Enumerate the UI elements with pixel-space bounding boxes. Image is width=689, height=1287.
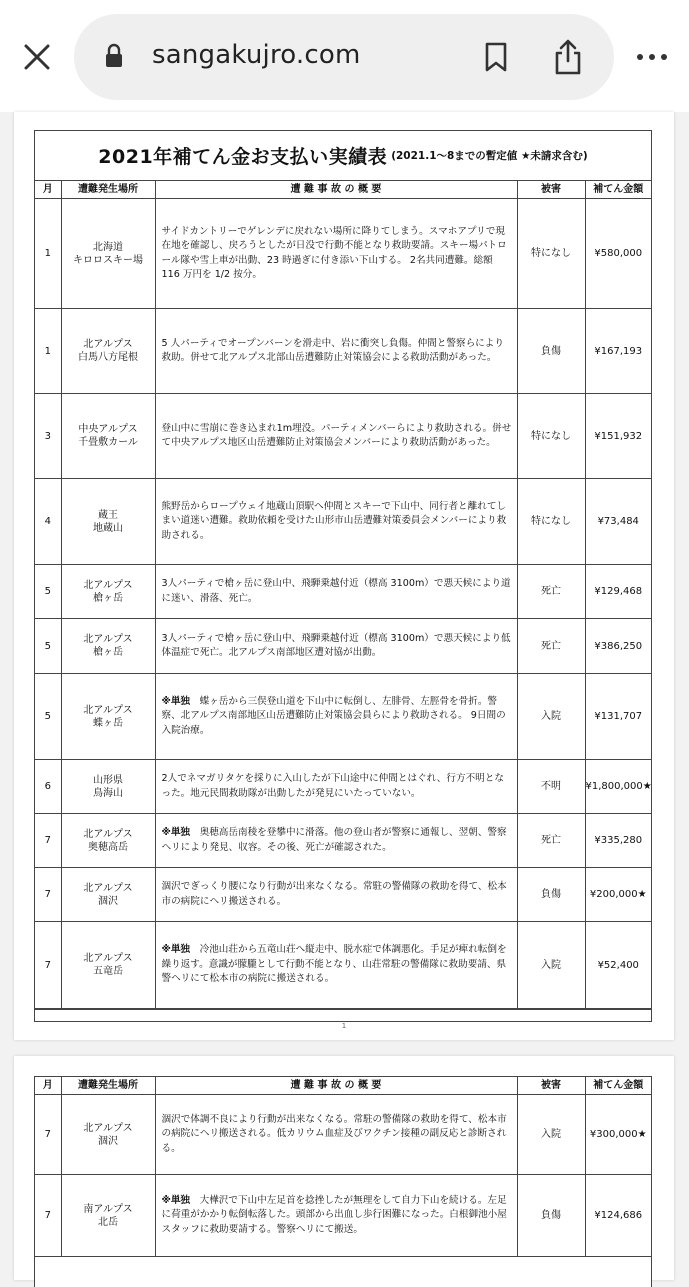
summary-text: 大樺沢で下山中左足首を捻挫したが無理をして自力下山を続ける。左足に荷重がかかり転倒転落した。頭部から出血し歩行困難になった。白根御池小屋スタッフに救助要請する。警察ヘリにて搬送。	[161, 1194, 507, 1235]
cell-summary	[155, 565, 517, 619]
table-bottom-spacer	[35, 1009, 651, 1022]
header-damage: 被害	[517, 1077, 585, 1095]
cell-amount: ¥335,280	[585, 814, 651, 868]
header-location: 遭難発生場所	[61, 1077, 155, 1095]
location-place: 槍ヶ岳	[93, 592, 123, 604]
table-body	[35, 1095, 651, 1257]
summary-text: 冷池山荘から五竜山荘へ縦走中、脱水症で体調悪化。手足が痺れ転倒を繰り返す。意識が朦朧として行動不能となり、山荘常駐の警備隊に救助要請、県警ヘリにて松本市の病院に搬送される。	[161, 944, 507, 985]
table-row	[35, 619, 651, 674]
document-title-bar	[35, 131, 651, 181]
cell-summary	[155, 814, 517, 868]
cell-month: 4	[35, 479, 61, 565]
cell-location	[61, 868, 155, 922]
cell-summary	[155, 760, 517, 814]
cell-location	[61, 1095, 155, 1175]
table-row	[35, 309, 651, 394]
table-row	[35, 922, 651, 1009]
cell-amount: ¥73,484	[585, 479, 651, 565]
cell-amount: ¥167,193	[585, 309, 651, 394]
cell-summary	[155, 674, 517, 760]
payment-table-continued	[35, 1077, 651, 1257]
page-number: 1	[341, 1022, 347, 1030]
cell-summary	[155, 479, 517, 565]
cell-summary	[155, 394, 517, 479]
cell-month: 1	[35, 199, 61, 309]
location-region: 山形県	[93, 774, 123, 786]
cell-amount: ¥151,932	[585, 394, 651, 479]
location-region: 北アルプス	[83, 828, 133, 840]
location-region: 北アルプス	[83, 1122, 133, 1134]
location-region: 北アルプス	[83, 339, 133, 350]
cell-location	[61, 394, 155, 479]
location-place: 五竜岳	[93, 966, 123, 977]
location-place: 鳥海山	[93, 787, 123, 799]
cell-damage: 入院	[517, 674, 585, 760]
cell-amount: ¥300,000★	[585, 1095, 651, 1175]
cell-location	[61, 479, 155, 565]
payment-table	[35, 181, 651, 1009]
pdf-page-1	[14, 112, 674, 1040]
location-place: 千畳敷カール	[78, 437, 138, 448]
summary-text: 5 人パーティでオープンバーンを滑走中、岩に衝突し負傷。仲間と警察らにより救助。併せて北アルプス北部山岳遭難防止対策協会による救助活動があった。	[161, 337, 504, 363]
summary-text: 3人パーティで槍ヶ岳に登山中、飛騨乗越付近（標高 3100m）で悪天候により道に迷い、滑落、死亡。	[161, 578, 511, 604]
cell-month: 7	[35, 814, 61, 868]
table-row	[35, 479, 651, 565]
cell-summary	[155, 309, 517, 394]
table-sheet	[34, 130, 652, 1022]
table-row	[35, 868, 651, 922]
location-region: 北海道	[93, 241, 123, 253]
location-region: 北アルプス	[83, 953, 133, 964]
cell-location	[61, 1175, 155, 1257]
cell-month: 1	[35, 309, 61, 394]
cell-amount: ¥124,686	[585, 1175, 651, 1257]
cell-location	[61, 619, 155, 674]
cell-month: 5	[35, 619, 61, 674]
cell-location	[61, 674, 155, 760]
lock-icon	[104, 43, 124, 69]
cell-location	[61, 309, 155, 394]
table-row	[35, 674, 651, 760]
table-body	[35, 199, 651, 1009]
solo-mark: ※単独	[161, 1194, 191, 1206]
cell-damage: 負傷	[517, 868, 585, 922]
cell-summary	[155, 199, 517, 309]
location-region: 蔵王	[98, 509, 118, 521]
header-amount: 補てん金額	[585, 181, 651, 199]
table-row	[35, 1175, 651, 1257]
cell-month: 6	[35, 760, 61, 814]
cell-damage: 負傷	[517, 309, 585, 394]
more-options-icon[interactable]	[636, 53, 668, 61]
summary-text: 熊野岳からロープウェイ地蔵山頂駅へ仲間とスキーで下山中、同行者と離れてしまい道迷い遭難。救助依頼を受けた山形市山岳遭難対策委員会メンバーにより救助される。	[161, 500, 507, 541]
cell-location	[61, 814, 155, 868]
cell-month: 5	[35, 565, 61, 619]
cell-location	[61, 922, 155, 1009]
location-place: 蝶ヶ岳	[93, 717, 123, 729]
location-region: 北アルプス	[83, 704, 133, 716]
summary-text: 涸沢で体調不良により行動が出来なくなる。常駐の警備隊の救助を得て、松本市の病院にヘリ搬送される。低カリウム血症及びワクチン接種の副反応と診断される。	[161, 1113, 507, 1154]
cell-summary	[155, 1175, 517, 1257]
cell-damage: 不明	[517, 760, 585, 814]
cell-amount: ¥129,468	[585, 565, 651, 619]
location-place: 涸沢	[98, 1135, 118, 1147]
table-row	[35, 760, 651, 814]
table-row	[35, 394, 651, 479]
summary-text: 涸沢でぎっくり腰になり行動が出来なくなる。常駐の警備隊の救助を得て、松本市の病院にヘリ搬送される。	[161, 881, 507, 907]
location-region: 北アルプス	[83, 579, 133, 591]
solo-mark: ※単独	[161, 827, 191, 838]
close-icon[interactable]	[22, 42, 52, 72]
cell-location	[61, 199, 155, 309]
location-place: 槍ヶ岳	[93, 647, 123, 658]
url-text[interactable]: sangakujro.com	[152, 40, 361, 70]
cell-amount: ¥52,400	[585, 922, 651, 1009]
cell-month: 3	[35, 394, 61, 479]
cell-month: 7	[35, 1095, 61, 1175]
location-region: 北アルプス	[83, 882, 133, 894]
share-icon[interactable]	[553, 38, 583, 76]
table-row	[35, 199, 651, 309]
location-region: 北アルプス	[83, 634, 133, 645]
header-month: 月	[35, 1077, 61, 1095]
summary-text: 3人パーティで槍ヶ岳に登山中、飛騨乗越付近（標高 3100m）で悪天候により低体温症で死亡。北アルプス南部地区遭対協が出動。	[161, 632, 511, 658]
cell-month: 7	[35, 922, 61, 1009]
header-damage: 被害	[517, 181, 585, 199]
cell-month: 7	[35, 868, 61, 922]
summary-text: 2人でネマガリタケを採りに入山したが下山途中に仲間とはぐれ、行方不明となった。地元民間救助隊が出動したが発見にいたっていない。	[161, 773, 504, 799]
cell-amount: ¥580,000	[585, 199, 651, 309]
solo-mark: ※単独	[161, 695, 191, 707]
bookmark-icon[interactable]	[483, 42, 509, 72]
cell-amount: ¥200,000★	[585, 868, 651, 922]
cell-damage: 死亡	[517, 565, 585, 619]
cell-location	[61, 760, 155, 814]
pdf-page-2	[14, 1056, 674, 1280]
summary-text: 蝶ヶ岳から三俣登山道を下山中に転倒し、左腓骨、左脛骨を骨折。警察、北アルプス南部地区山岳遭難防止対策協会員らにより救助される。 9日間の入院治療。	[161, 695, 506, 736]
location-place: 地蔵山	[93, 522, 123, 534]
table-row	[35, 1095, 651, 1175]
location-place: キロロスキー場	[73, 254, 143, 266]
browser-toolbar	[0, 0, 689, 112]
cell-summary	[155, 619, 517, 674]
cell-location	[61, 565, 155, 619]
cell-summary	[155, 868, 517, 922]
table-sheet	[34, 1076, 652, 1287]
summary-text: 奥穂高岳南稜を登攀中に滑落。他の登山者が警察に通報し、翌朝、警察ヘリにより発見、収容。その後、死亡が確認された。	[161, 827, 507, 853]
solo-mark: ※単独	[161, 944, 191, 956]
cell-summary	[155, 1095, 517, 1175]
cell-damage: 入院	[517, 1095, 585, 1175]
cell-damage: 特になし	[517, 479, 585, 565]
cell-damage: 死亡	[517, 619, 585, 674]
location-place: 北岳	[98, 1216, 118, 1228]
cell-damage: 特になし	[517, 199, 585, 309]
table-header-row	[35, 1077, 651, 1095]
cell-amount: ¥1,800,000★	[585, 760, 651, 814]
table-row	[35, 565, 651, 619]
cell-damage: 負傷	[517, 1175, 585, 1257]
location-place: 奥穂高岳	[88, 841, 128, 853]
header-amount: 補てん金額	[585, 1077, 651, 1095]
summary-text: サイドカントリーでゲレンデに戻れない場所に降りてしまう。スマホアプリで現在地を確認し、戻ろうとしたが日没で行動不能となり救助要請。スキー場パトロール隊や雪上車が出動、23 時過ぎに付き添い下山する。 2名共同遭難。総額 116 万円を 1/2 按分。	[161, 225, 507, 280]
cell-amount: ¥386,250	[585, 619, 651, 674]
document-title: 2021年補てん金お支払い実績表	[98, 146, 388, 168]
cell-damage: 入院	[517, 922, 585, 1009]
location-place: 涸沢	[98, 895, 118, 907]
summary-text: 登山中に雪崩に巻き込まれ1m埋没。パーティメンバーらにより救助される。併せて中央アルプス地区山岳遭難防止対策協会メンバーにより救助活動があった。	[161, 422, 512, 448]
header-summary: 遭 難 事 故 の 概 要	[155, 181, 517, 199]
location-region: 中央アルプス	[78, 424, 138, 435]
header-month: 月	[35, 181, 61, 199]
cell-amount: ¥131,707	[585, 674, 651, 760]
header-summary: 遭 難 事 故 の 概 要	[155, 1077, 517, 1095]
cell-month: 5	[35, 674, 61, 760]
cell-summary	[155, 922, 517, 1009]
location-region: 南アルプス	[83, 1203, 133, 1215]
cell-month: 7	[35, 1175, 61, 1257]
cell-damage: 死亡	[517, 814, 585, 868]
header-location: 遭難発生場所	[61, 181, 155, 199]
table-row	[35, 814, 651, 868]
table-header-row	[35, 181, 651, 199]
document-subtitle: (2021.1〜8までの暫定値 ★未請求含む)	[391, 150, 588, 162]
location-place: 白馬八方尾根	[78, 352, 138, 363]
cell-damage: 特になし	[517, 394, 585, 479]
